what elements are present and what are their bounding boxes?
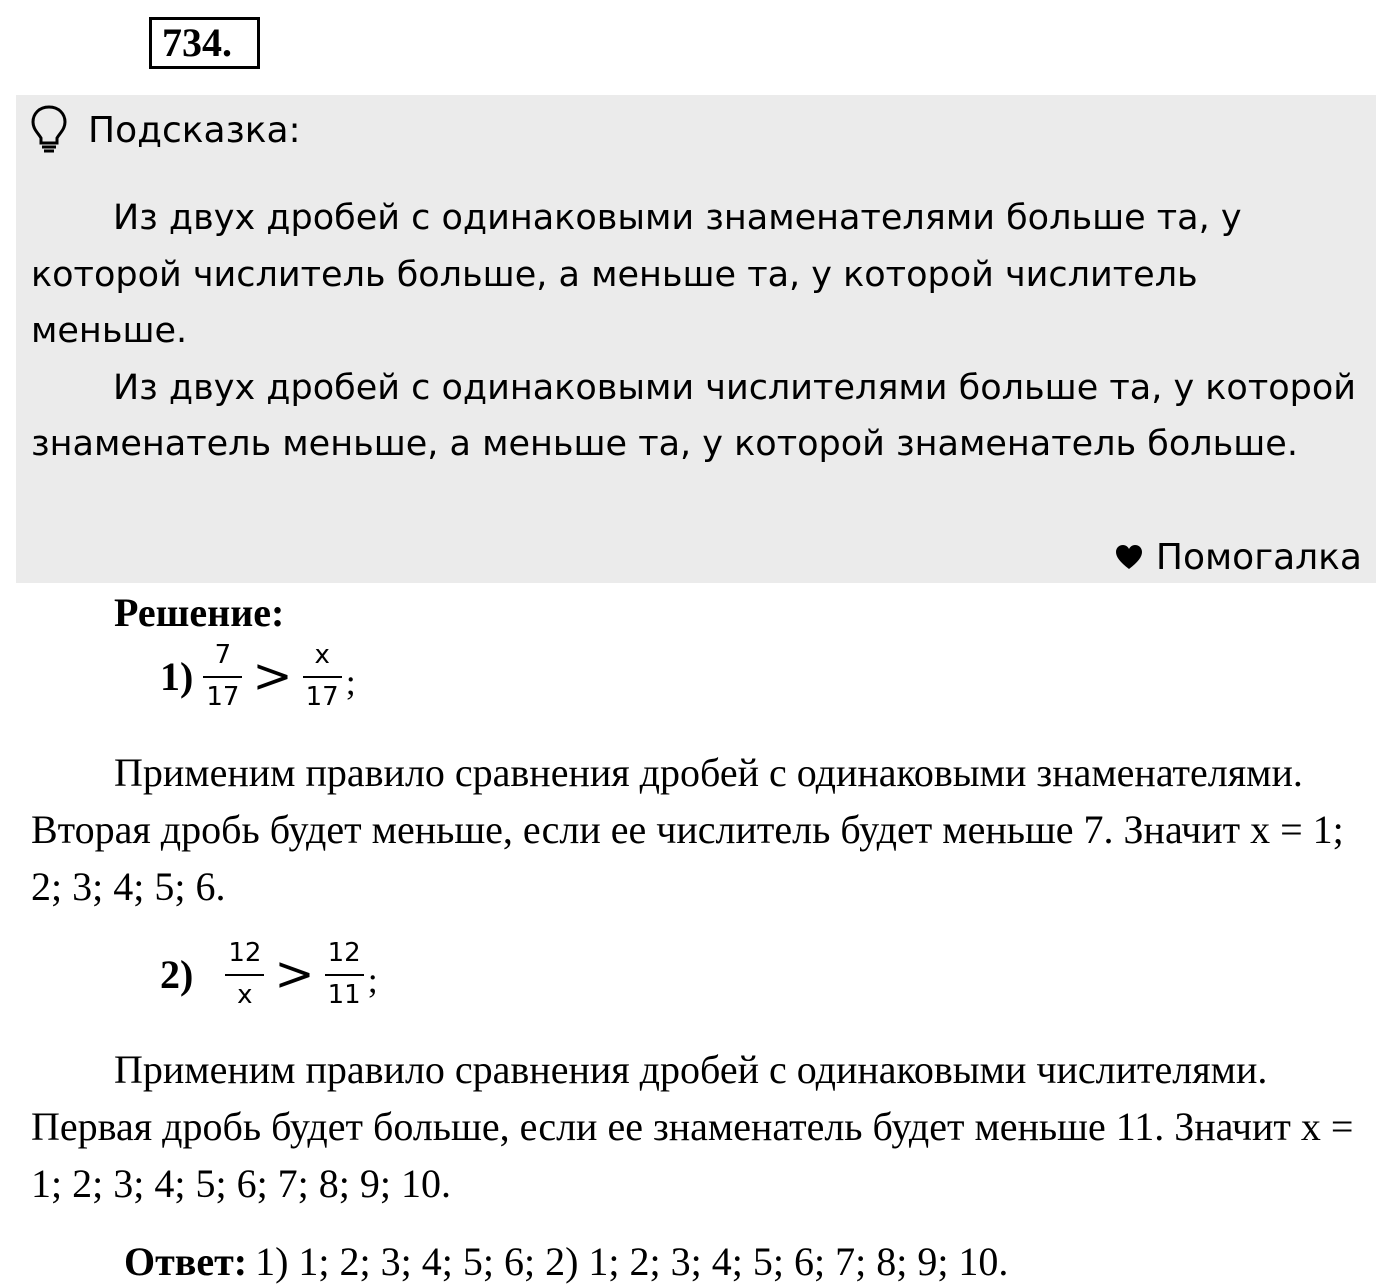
fraction-right-2 — [325, 938, 364, 1010]
lightbulb-icon — [30, 105, 68, 155]
hint-header — [30, 104, 301, 156]
formula-2-label: 2) — [160, 951, 194, 997]
fraction-left-2 — [225, 938, 264, 1010]
solution-title: Решение: — [114, 590, 285, 635]
semicolon: ; — [345, 662, 356, 702]
problem-number: 734. — [149, 17, 260, 69]
explanation-2 — [31, 1041, 1371, 1212]
greater-sign: > — [252, 648, 293, 704]
formula-1 — [160, 640, 356, 712]
hint-paragraph-1: Из двух дробей с одинаковыми знаменателями больше та, у которой числитель больше, а меньше та, у которой числитель меньше. — [31, 198, 1242, 351]
denominator: 17 — [206, 682, 240, 712]
hint-paragraph-2: Из двух дробей с одинаковыми числителями больше та, у которой знаменатель меньше, а меньше та, у которой знаменатель больше. — [31, 367, 1357, 464]
greater-sign: > — [274, 946, 315, 1002]
formula-2 — [160, 938, 378, 1010]
heart-icon — [1114, 543, 1144, 571]
numerator: 12 — [228, 938, 262, 968]
numerator: 7 — [214, 640, 232, 670]
numerator: 12 — [327, 938, 361, 968]
denominator: 11 — [327, 980, 361, 1010]
hint-text — [31, 190, 1361, 473]
denominator: x — [237, 980, 253, 1010]
formula-1-label: 1) — [160, 653, 194, 699]
explanation-2-text: Применим правило сравнения дробей с одинаковыми числителями. Первая дробь будет больше, если ее знаменатель будет меньше 11. Значит x = 1; 2; 3; 4; 5; 6; 7; 8; 9; 10. — [31, 1047, 1354, 1206]
semicolon: ; — [367, 960, 378, 1000]
fraction-right-1 — [303, 640, 342, 712]
credit-label: Помогалка — [1155, 536, 1362, 578]
answer — [124, 1236, 1008, 1288]
denominator: 17 — [305, 682, 339, 712]
explanation-1 — [31, 744, 1371, 915]
answer-label: Ответ: — [124, 1239, 248, 1284]
explanation-1-text: Применим правило сравнения дробей с одинаковыми знаменателями. Вторая дробь будет меньше, если ее числитель будет меньше 7. Значит x = 1; 2; 3; 4; 5; 6. — [31, 750, 1344, 909]
fraction-left-1 — [203, 640, 242, 712]
answer-text: 1) 1; 2; 3; 4; 5; 6; 2) 1; 2; 3; 4; 5; 6; 7; 8; 9; 10. — [255, 1239, 1009, 1284]
numerator: x — [314, 640, 330, 670]
credit — [1114, 530, 1362, 584]
hint-title: Подсказка: — [88, 109, 301, 151]
